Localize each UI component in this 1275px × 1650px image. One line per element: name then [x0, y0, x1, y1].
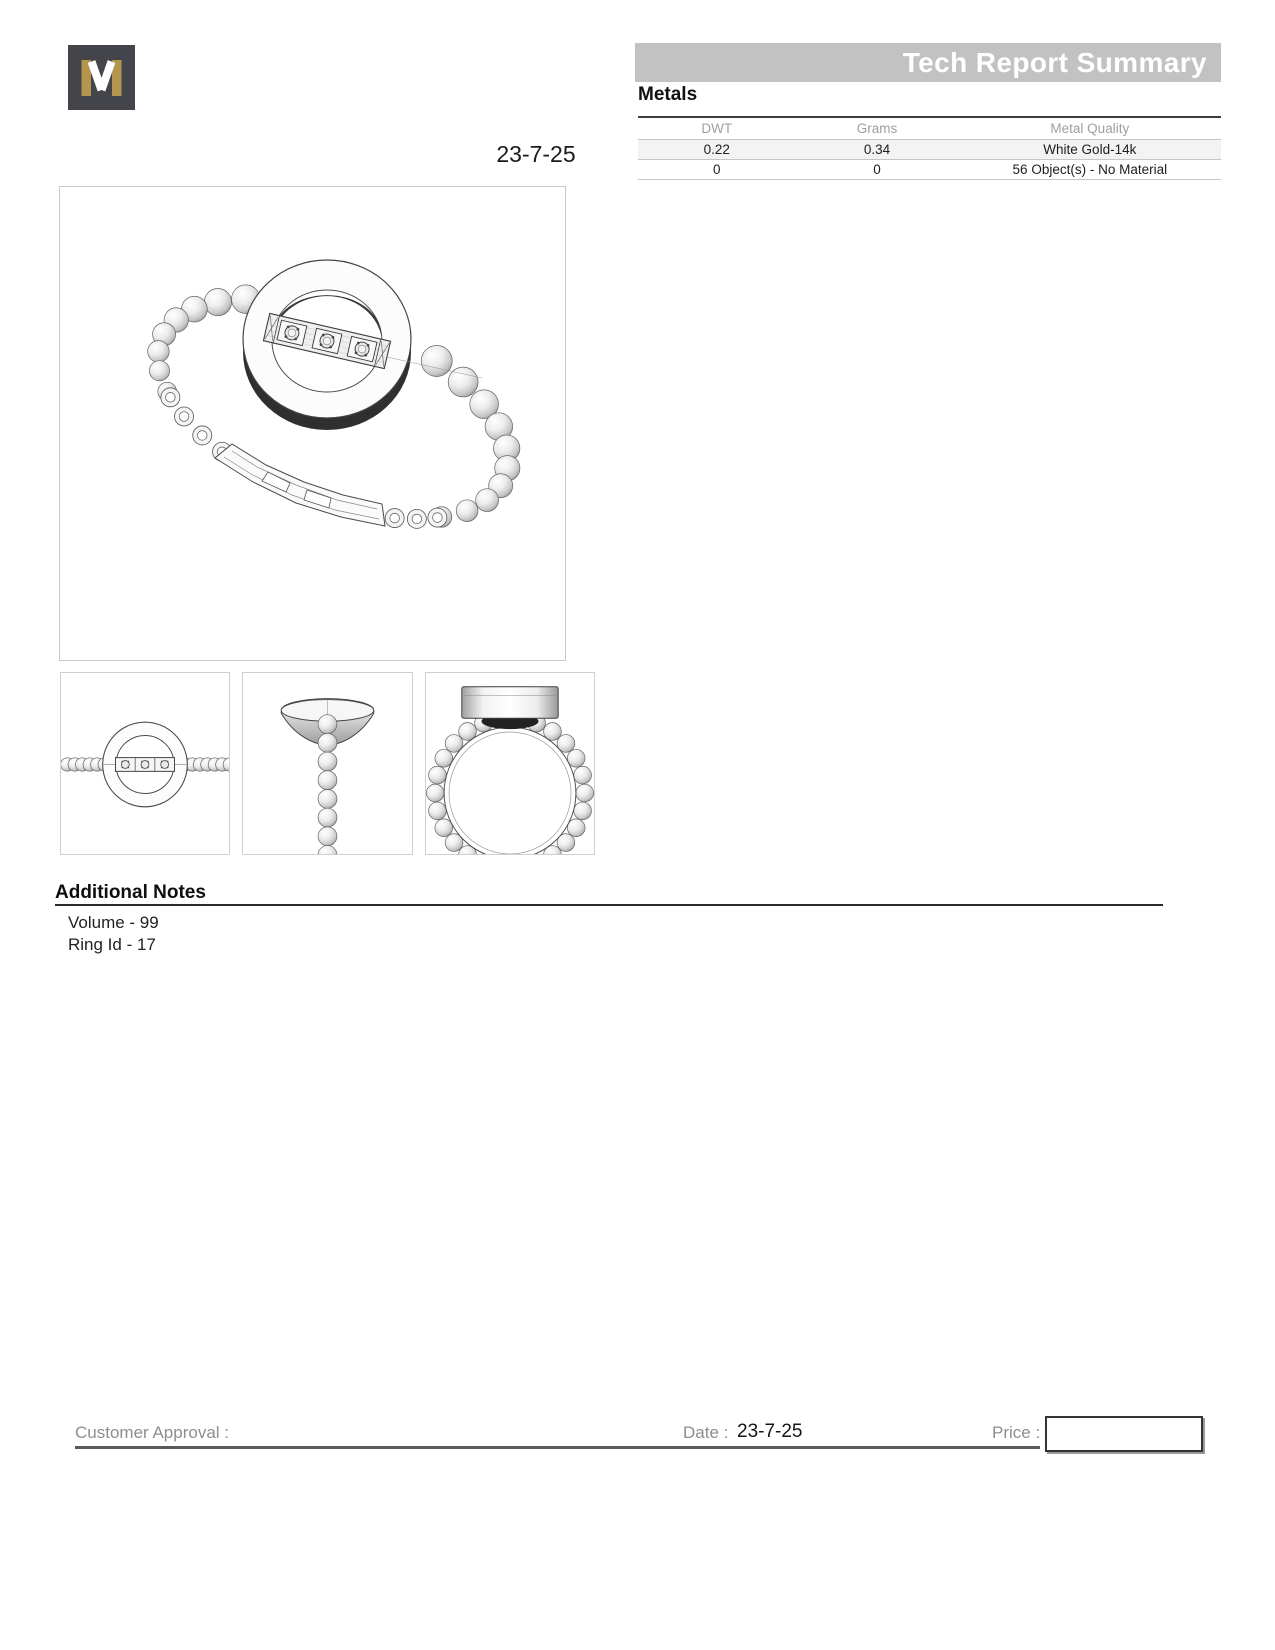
m-monogram-icon: [68, 45, 135, 110]
page-title: Tech Report Summary: [902, 47, 1207, 78]
cell-grams: 0.34: [795, 140, 958, 160]
table-row: [638, 160, 1221, 180]
note-volume: Volume - 99: [68, 913, 159, 932]
design-date: 23-7-25: [496, 141, 576, 167]
cell-dwt: 0.22: [638, 140, 795, 160]
price-input-box[interactable]: [1045, 1416, 1203, 1452]
company-logo: [68, 45, 135, 110]
cell-dwt: 0: [638, 160, 795, 180]
notes-divider: [55, 904, 1163, 906]
customer-approval-label: Customer Approval :: [75, 1423, 230, 1442]
thumbnail-side-view: [242, 672, 413, 855]
col-header-grams: Grams: [795, 117, 958, 140]
thumbnail-through-view: [425, 672, 595, 855]
metals-heading: Metals: [638, 84, 698, 105]
ring-front-view-render: [61, 673, 229, 854]
signature-line: [75, 1446, 1040, 1449]
cell-metal-quality: White Gold-14k: [959, 140, 1221, 160]
table-row: [638, 140, 1221, 160]
col-header-dwt: DWT: [638, 117, 795, 140]
ring-side-view-render: [243, 673, 412, 854]
price-label: Price :: [992, 1423, 1041, 1442]
date-label: Date :: [683, 1423, 729, 1442]
note-ring-id: Ring Id - 17: [68, 935, 156, 954]
cell-grams: 0: [795, 160, 958, 180]
main-render-box: [59, 186, 566, 661]
metals-table: [638, 116, 1221, 180]
ring-perspective-render: [60, 187, 565, 660]
cell-metal-quality: 56 Object(s) - No Material: [959, 160, 1221, 180]
additional-notes-heading: Additional Notes: [55, 882, 206, 903]
report-header-bar: [635, 43, 1221, 82]
thumbnail-front-view: [60, 672, 230, 855]
date-value: 23-7-25: [737, 1421, 803, 1442]
col-header-metal-quality: Metal Quality: [959, 117, 1221, 140]
ring-through-view-render: [426, 673, 594, 854]
metals-header-row: [638, 117, 1221, 140]
